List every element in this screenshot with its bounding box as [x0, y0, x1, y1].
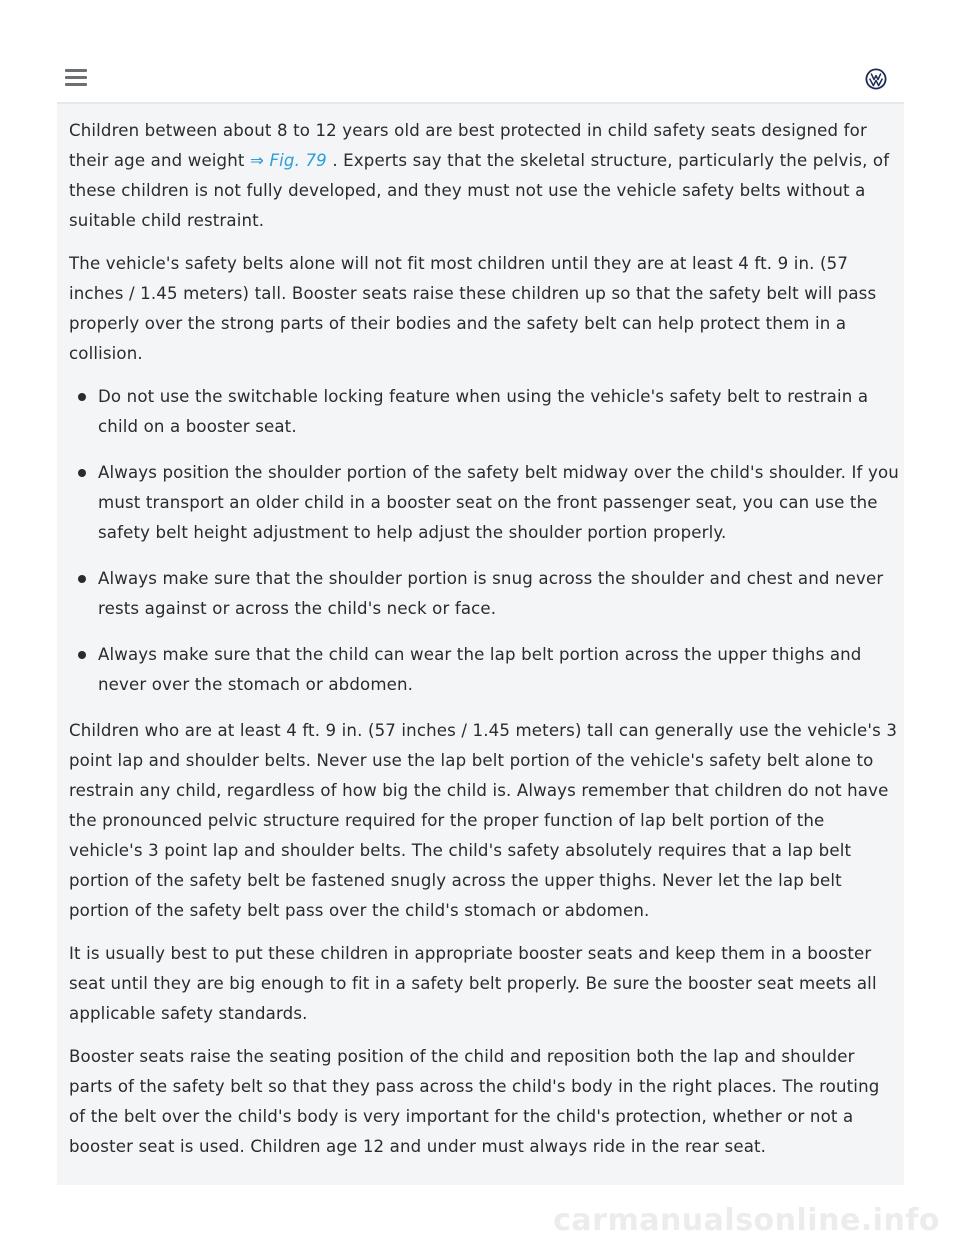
figure-79-link[interactable]: ⇒ Fig. 79: [250, 151, 333, 170]
bullet-item: Always make sure that the child can wear the lap belt portion across the upper thighs and never over the stomach or abdomen.: [98, 640, 899, 700]
paragraph-1: [69, 116, 899, 236]
paragraph-5: Booster seats raise the seating position of the child and reposition both the lap and shoulder parts of the safety belt so that they pass across the child's body in the right places. The routing of the belt over the child's body is very important for the child's protection, whether or not a booster seat is used. Children age 12 and under must always ride in the rear seat.: [69, 1047, 880, 1156]
top-bar: [57, 52, 904, 104]
paragraph-4: It is usually best to put these children in appropriate booster seats and keep them in a booster seat until they are big enough to fit in a safety belt properly. Be sure the booster seat meets all applicable safety standards.: [69, 944, 877, 1023]
article-text: [69, 116, 899, 1175]
volkswagen-logo-icon[interactable]: [865, 68, 887, 90]
paragraph-3: Children who are at least 4 ft. 9 in. (57 inches / 1.45 meters) tall can generally use the vehicle's 3 point lap and shoulder belts. Never use the lap belt portion of the vehicle's safety belt alone to restrain any child, regardless of how big the child is. Always remember that children do not have the pronounced pelvic structure required for the proper function of lap belt portion of the vehicle's 3 point lap and shoulder belts. The child's safety absolutely requires that a lap belt portion of the safety belt be fastened snugly across the upper thighs. Never let the lap belt portion of the safety belt pass over the child's stomach or abdomen.: [69, 721, 898, 920]
article-content: [57, 104, 904, 1185]
bullet-item: Always make sure that the shoulder portion is snug across the shoulder and chest and never rests against or across the child's neck or face.: [98, 564, 899, 624]
hamburger-menu-icon[interactable]: [65, 69, 87, 87]
watermark: carmanualsonline.info: [553, 1203, 940, 1238]
bullet-item: Always position the shoulder portion of the safety belt midway over the child's shoulder. If you must transport an older child in a booster seat on the front passenger seat, you can use the safety belt height adjustment to help adjust the shoulder portion properly.: [98, 458, 899, 548]
paragraph-1-end: . Experts say that the skeletal structure, particularly the pelvis, of these children is not fully developed, and they must not use the vehicle safety belts without a suitable child restraint.: [69, 151, 890, 230]
bullet-item: Do not use the switchable locking feature when using the vehicle's safety belt to restrain a child on a booster seat.: [98, 382, 899, 442]
paragraph-2: The vehicle's safety belts alone will not fit most children until they are at least 4 ft. 9 in. (57 inches / 1.45 meters) tall. Booster seats raise these children up so that the safety belt will pass properly over the strong parts of their bodies and the safety belt can help protect them in a collision.: [69, 254, 877, 363]
paragraph-1-start: Children between about 8 to 12 years old are best protected in child safety seats designed for their age and weight: [69, 121, 867, 170]
bullet-list: [69, 382, 899, 700]
